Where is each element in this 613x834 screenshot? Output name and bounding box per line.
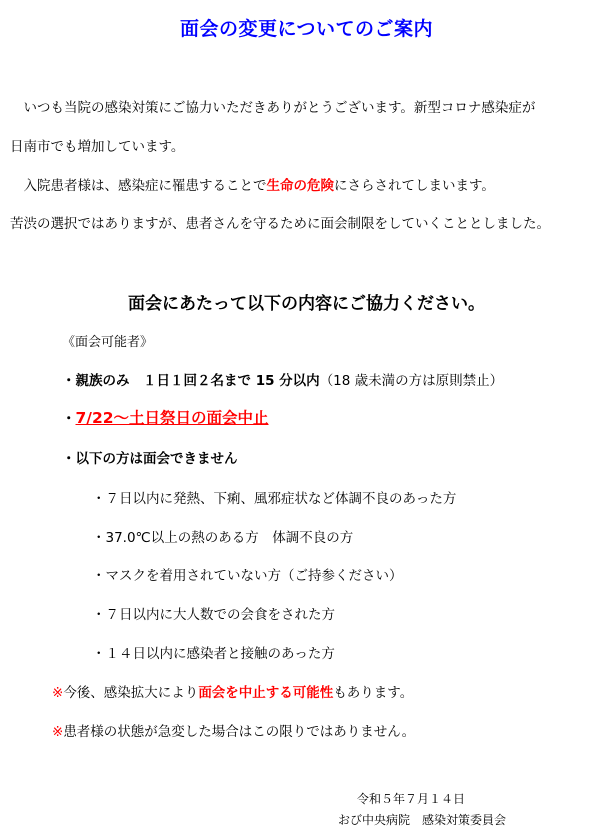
rule-2-text: 7/22～土日祭日の面会中止 — [75, 409, 269, 427]
rule-cannot-visit — [62, 447, 238, 467]
life-danger-emphasis: 生命の危険 — [266, 178, 334, 194]
rule-weekend-suspension — [62, 406, 269, 428]
note-2-text: 患者様の状態が急変した場合はこの限りではありません。 — [63, 724, 416, 740]
note-1-pre: 今後、感染拡大により — [63, 685, 199, 701]
footer-organization: おび中央病院 感染対策委員会 — [338, 813, 507, 827]
rule-1-note: （18 歳未満の方は原則禁止） — [319, 373, 504, 389]
rule-1-bullet: ・ — [62, 373, 76, 389]
note-1-post: もあります。 — [333, 685, 414, 701]
rule-3-bullet: ・ — [62, 451, 76, 467]
condition-item: ・７日以内に大人数での会食をされた方 — [92, 607, 335, 623]
intro-line-4: 苦渋の選択ではありますが、患者さんを守るために面会制限をしていくこととしました。 — [10, 216, 550, 232]
condition-item: ・マスクを着用されていない方（ご持参ください） — [92, 568, 403, 584]
note-suspension-possibility — [52, 681, 413, 701]
note-emergency-exception — [52, 720, 415, 740]
condition-item: ・７日以内に発熱、下痢、風邪症状など体調不良のあった方 — [92, 491, 457, 507]
intro-line-3-post: にさらされてしまいます。 — [334, 178, 495, 194]
rule-1-text: 親族のみ １日１回２名まで 15 分以内 — [75, 373, 320, 389]
rule-3-text: 以下の方は面会できません — [75, 451, 238, 467]
condition-item: ・１４日以内に感染者と接触のあった方 — [92, 646, 335, 662]
page-title: 面会の変更についてのご案内 — [179, 18, 434, 40]
rule-2-bullet: ・ — [62, 411, 76, 427]
footer-date: 令和５年７月１４日 — [357, 792, 466, 806]
intro-line-3 — [10, 174, 495, 194]
intro-line-1: いつも当院の感染対策にご協力いただきありがとうございます。新型コロナ感染症が — [10, 100, 536, 116]
rule-relatives-only — [62, 369, 503, 389]
intro-line-3-pre: 入院患者様は、感染症に罹患することで — [10, 178, 267, 194]
request-heading: 面会にあたって以下の内容にご協力ください。 — [128, 294, 485, 314]
note-1-emphasis: 面会を中止する可能性 — [198, 685, 334, 701]
note-1-mark: ※ — [52, 685, 64, 701]
visitor-label: 《面会可能者》 — [62, 335, 154, 350]
intro-line-2: 日南市でも増加しています。 — [10, 139, 185, 155]
condition-item: ・37.0℃以上の熱のある方 体調不良の方 — [92, 530, 354, 546]
note-2-mark: ※ — [52, 724, 64, 740]
